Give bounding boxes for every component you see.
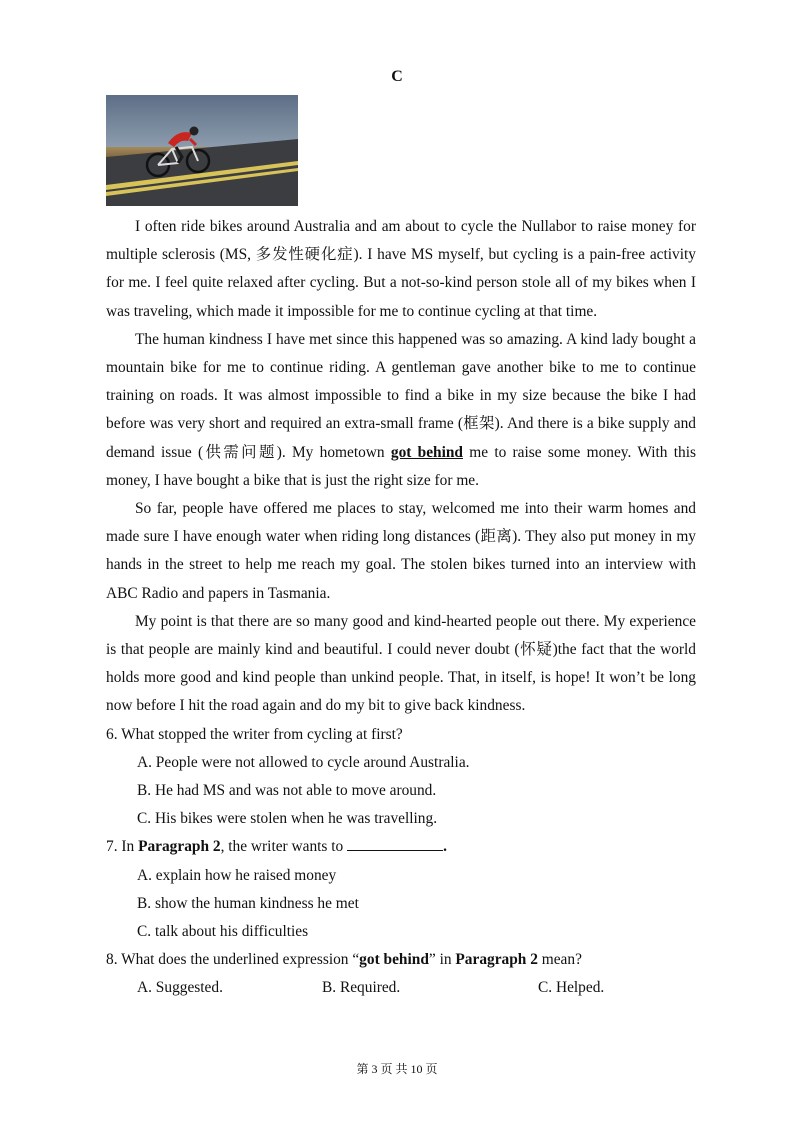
question-7-stem: 7. In Paragraph 2, the writer wants to . (106, 838, 447, 856)
underlined-expression: got behind (390, 443, 463, 461)
paragraph-2: The human kindness I have met since this happened was so amazing. A kind lady bought a mountain bike for me to continue riding. A gentleman gave another bike to me to continue training on roads. It was almost impossible to find a bike in my size because the bike I had before was very short and required an extra-small frame (框架). And there is a bike supply and demand issue (供需问题). My hometown got behind me to raise some money. With this money, I have bought a bike that is just the right size for me. (106, 330, 696, 489)
passage-and-questions (106, 213, 696, 1003)
paragraph-4: My point is that there are so many good and kind-hearted people out there. My experience is that people are mainly kind and beautiful. I could never doubt (怀疑)the fact that the world holds more good and kind people than unkind people. That, in itself, is hope! It won’t be long now before I hit the road again and do my bit to give back kindness. (106, 612, 696, 715)
question-7-option-b: B. show the human kindness he met (137, 894, 359, 912)
question-6-stem: 6. What stopped the writer from cycling at first? (106, 725, 403, 743)
question-6-option-c: C. His bikes were stolen when he was travelling. (137, 810, 438, 828)
question-6-option-b: B. He had MS and was not able to move around. (137, 782, 437, 800)
page-footer: 第 3 页 共 10 页 (356, 1062, 438, 1076)
question-7-option-c: C. talk about his difficulties (137, 923, 309, 941)
cyclist-photo (106, 95, 298, 206)
question-8-options (137, 974, 696, 1002)
question-8-option-b: B. Required. (322, 979, 401, 997)
question-7-option-a: A. explain how he raised money (137, 866, 337, 884)
section-letter: C (391, 68, 403, 85)
paragraph-3: So far, people have offered me places to stay, welcomed me into their warm homes and made sure I have enough water when riding long distances (距离). They also put money in my hands in the street to help me reach my goal. The stolen bikes turned into an interview with ABC Radio and papers in Tasmania. (106, 500, 696, 602)
question-8-stem: 8. What does the underlined expression “got behind” in Paragraph 2 mean? (106, 951, 582, 969)
paragraph-1: I often ride bikes around Australia and am about to cycle the Nullabor to raise money for multiple sclerosis (MS, 多发性硬化症). I have MS myself, but cycling is a pain-free activity for me. I feel quite relaxed after cycling. But a not-so-kind person stole all of my bikes when I was traveling, which made it impossible for me to continue cycling at that time. (106, 218, 696, 320)
question-8-option-a: A. Suggested. (137, 979, 223, 997)
answer-blank (347, 836, 443, 851)
question-8-option-c: C. Helped. (538, 979, 605, 997)
question-6-option-a: A. People were not allowed to cycle around Australia. (137, 753, 470, 771)
